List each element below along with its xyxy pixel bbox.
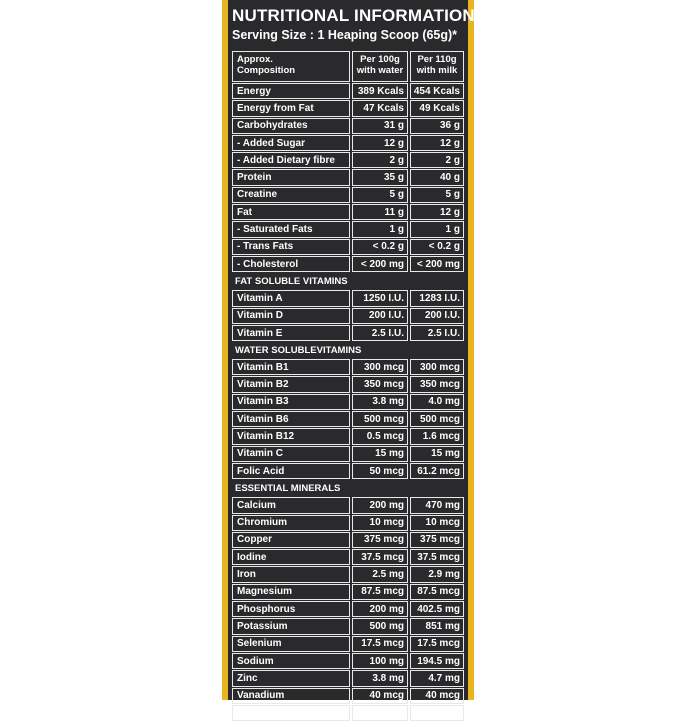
table-row <box>232 100 464 116</box>
table-row <box>232 566 464 582</box>
table-row <box>232 497 464 513</box>
nutrient-name-cell: Energy <box>232 83 350 99</box>
table-row <box>232 636 464 652</box>
nutrient-name-cell: Chromium <box>232 515 350 531</box>
nutrient-name-cell: Vitamin B1 <box>232 359 350 375</box>
table-row <box>232 549 464 565</box>
per-110g-value-cell: 194.5 mg <box>410 653 464 669</box>
per-100g-value-cell: 3.8 mg <box>352 670 408 686</box>
per-100g-value-cell: 17.5 mcg <box>352 636 408 652</box>
table-row <box>232 428 464 444</box>
nutrient-name-cell: Vitamin B2 <box>232 376 350 392</box>
per-100g-value-cell: 500 mg <box>352 618 408 634</box>
header-per-110g <box>410 51 464 82</box>
per-110g-value-cell: 375 mcg <box>410 532 464 548</box>
per-100g-value-cell: 2.5 I.U. <box>352 325 408 341</box>
per-100g-value-cell: 200 I.U. <box>352 308 408 324</box>
per-110g-value-cell: 2.5 I.U. <box>410 325 464 341</box>
table-row <box>232 308 464 324</box>
per-100g-value-cell: 3.8 mg <box>352 394 408 410</box>
table-row <box>232 187 464 203</box>
per-100g-value-cell: 350 mcg <box>352 376 408 392</box>
per-100g-value-cell: 1250 I.U. <box>352 290 408 306</box>
nutrition-table <box>232 51 464 722</box>
per-100g-value-cell: 2 g <box>352 152 408 168</box>
per-100g-value-cell: 500 mcg <box>352 411 408 427</box>
per-110g-value-cell: < 0.2 g <box>410 239 464 255</box>
per-110g-value-cell: 454 Kcals <box>410 83 464 99</box>
nutrient-name-cell: Energy from Fat <box>232 100 350 116</box>
per-100g-value-cell: 35 g <box>352 169 408 185</box>
per-110g-value-cell: 200 I.U. <box>410 308 464 324</box>
nutrient-name-cell: Folic Acid <box>232 463 350 479</box>
table-row <box>232 584 464 600</box>
per-110g-value-cell: 1 g <box>410 221 464 237</box>
per-110g-value-cell: 10 mcg <box>410 515 464 531</box>
per-110g-value-cell: 4.0 mg <box>410 394 464 410</box>
nutrient-name-cell: Fat <box>232 204 350 220</box>
per-110g-value-cell: 851 mg <box>410 618 464 634</box>
per-100g-value-cell: 40 mcg <box>352 688 408 704</box>
header-composition <box>232 51 350 82</box>
nutrient-name-cell: Vitamin E <box>232 325 350 341</box>
table-row <box>232 670 464 686</box>
per-110g-value-cell: 402.5 mg <box>410 601 464 617</box>
per-110g-value-cell: 12 g <box>410 135 464 151</box>
table-row <box>232 601 464 617</box>
table-row <box>232 515 464 531</box>
per-100g-value-cell: 87.5 mcg <box>352 584 408 600</box>
section-heading: ESSENTIAL MINERALS <box>235 482 341 494</box>
per-100g-value-cell: 50 mcg <box>352 463 408 479</box>
nutrient-name-cell: Potassium <box>232 618 350 634</box>
per-100g-value-cell: < 200 mg <box>352 256 408 272</box>
nutrient-name-cell: Phosphorus <box>232 601 350 617</box>
header-per-110g-line1: Per 110g <box>417 54 457 65</box>
per-110g-value-cell: 300 mcg <box>410 359 464 375</box>
per-100g-value-cell: 200 mg <box>352 601 408 617</box>
table-row <box>232 239 464 255</box>
per-100g-value-cell: 0.5 mcg <box>352 428 408 444</box>
table-row <box>232 256 464 272</box>
per-110g-value-cell: 49 Kcals <box>410 100 464 116</box>
header-composition-line2: Composition <box>237 65 296 76</box>
nutrient-name-cell: - Trans Fats <box>232 239 350 255</box>
per-100g-value-cell: 200 mg <box>352 497 408 513</box>
per-100g-value-cell: 10 mcg <box>352 515 408 531</box>
table-header <box>232 51 464 82</box>
header-per-100g-line1: Per 100g <box>360 54 400 65</box>
nutrient-name-cell: Carbohydrates <box>232 118 350 134</box>
nutrient-name-cell: - Saturated Fats <box>232 221 350 237</box>
header-per-110g-line2: with milk <box>416 65 458 76</box>
table-row <box>232 532 464 548</box>
nutrient-name-cell: Vanadium <box>232 688 350 704</box>
per-100g-value-cell: 100 mg <box>352 653 408 669</box>
per-100g-value-cell: 37.5 mcg <box>352 549 408 565</box>
table-row <box>232 290 464 306</box>
per-110g-value-cell: 87.5 mcg <box>410 584 464 600</box>
table-row <box>232 83 464 99</box>
table-row <box>232 204 464 220</box>
per-110g-value-cell: 500 mcg <box>410 411 464 427</box>
nutrient-name-cell: Vitamin B6 <box>232 411 350 427</box>
per-100g-value-cell: 5 g <box>352 187 408 203</box>
nutrient-name-cell: Sodium <box>232 653 350 669</box>
per-110g-value-cell: 4.7 mg <box>410 670 464 686</box>
per-100g-value-cell: < 0.2 g <box>352 239 408 255</box>
nutrient-name-cell: Zinc <box>232 670 350 686</box>
table-row <box>232 688 464 704</box>
table-row <box>232 169 464 185</box>
section-heading: WATER SOLUBLEVITAMINS <box>235 344 362 356</box>
table-row <box>232 653 464 669</box>
per-100g-value-cell: 47 Kcals <box>352 100 408 116</box>
table-row <box>232 705 464 721</box>
nutrient-name-cell: Calcium <box>232 497 350 513</box>
nutrient-name-cell: Iron <box>232 566 350 582</box>
header-per-100g <box>352 51 408 82</box>
per-100g-value-cell: 500 mg <box>352 705 408 721</box>
per-100g-value-cell: 375 mcg <box>352 532 408 548</box>
per-100g-value-cell: 1 g <box>352 221 408 237</box>
table-row <box>232 135 464 151</box>
per-110g-value-cell: 470 mg <box>410 497 464 513</box>
per-110g-value-cell: 2.9 mg <box>410 566 464 582</box>
per-110g-value-cell: 2 g <box>410 152 464 168</box>
nutrient-name-cell: Vitamin B3 <box>232 394 350 410</box>
per-110g-value-cell: 15 mg <box>410 446 464 462</box>
nutrient-name-cell: Copper <box>232 532 350 548</box>
table-row <box>232 118 464 134</box>
nutrient-name-cell: Conjugated Lineic Acid <box>232 705 350 721</box>
serving-size: Serving Size : 1 Heaping Scoop (65g)* <box>232 28 458 42</box>
nutrient-name-cell: - Added Sugar <box>232 135 350 151</box>
per-110g-value-cell: 500 mg <box>410 705 464 721</box>
table-row <box>232 446 464 462</box>
header-per-100g-line2: with water <box>356 65 404 76</box>
nutrient-name-cell: - Added Dietary fibre <box>232 152 350 168</box>
per-110g-value-cell: 1.6 mcg <box>410 428 464 444</box>
per-110g-value-cell: 12 g <box>410 204 464 220</box>
nutrient-name-cell: Magnesium <box>232 584 350 600</box>
per-100g-value-cell: 12 g <box>352 135 408 151</box>
per-110g-value-cell: 17.5 mcg <box>410 636 464 652</box>
nutrient-name-cell: - Cholesterol <box>232 256 350 272</box>
per-110g-value-cell: 61.2 mcg <box>410 463 464 479</box>
nutrient-name-cell: Iodine <box>232 549 350 565</box>
per-110g-value-cell: < 200 mg <box>410 256 464 272</box>
nutrient-name-cell: Vitamin A <box>232 290 350 306</box>
per-110g-value-cell: 5 g <box>410 187 464 203</box>
label-title: NUTRITIONAL INFORMATION <box>232 6 475 25</box>
table-row <box>232 376 464 392</box>
table-row <box>232 325 464 341</box>
per-110g-value-cell: 36 g <box>410 118 464 134</box>
table-row <box>232 394 464 410</box>
nutrient-name-cell: Vitamin C <box>232 446 350 462</box>
per-110g-value-cell: 37.5 mcg <box>410 549 464 565</box>
per-100g-value-cell: 2.5 mg <box>352 566 408 582</box>
per-100g-value-cell: 11 g <box>352 204 408 220</box>
nutrient-name-cell: Vitamin D <box>232 308 350 324</box>
per-100g-value-cell: 31 g <box>352 118 408 134</box>
per-110g-value-cell: 40 g <box>410 169 464 185</box>
per-110g-value-cell: 40 mcg <box>410 688 464 704</box>
section-heading: FAT SOLUBLE VITAMINS <box>235 275 348 287</box>
per-110g-value-cell: 350 mcg <box>410 376 464 392</box>
table-row <box>232 618 464 634</box>
table-row <box>232 221 464 237</box>
per-100g-value-cell: 300 mcg <box>352 359 408 375</box>
nutrient-name-cell: Vitamin B12 <box>232 428 350 444</box>
table-row <box>232 411 464 427</box>
per-100g-value-cell: 15 mg <box>352 446 408 462</box>
table-row <box>232 463 464 479</box>
table-row <box>232 359 464 375</box>
per-100g-value-cell: 389 Kcals <box>352 83 408 99</box>
nutrient-name-cell: Creatine <box>232 187 350 203</box>
nutrient-name-cell: Selenium <box>232 636 350 652</box>
header-composition-line1: Approx. <box>237 54 273 65</box>
per-110g-value-cell: 1283 I.U. <box>410 290 464 306</box>
nutrient-name-cell: Protein <box>232 169 350 185</box>
table-row <box>232 152 464 168</box>
